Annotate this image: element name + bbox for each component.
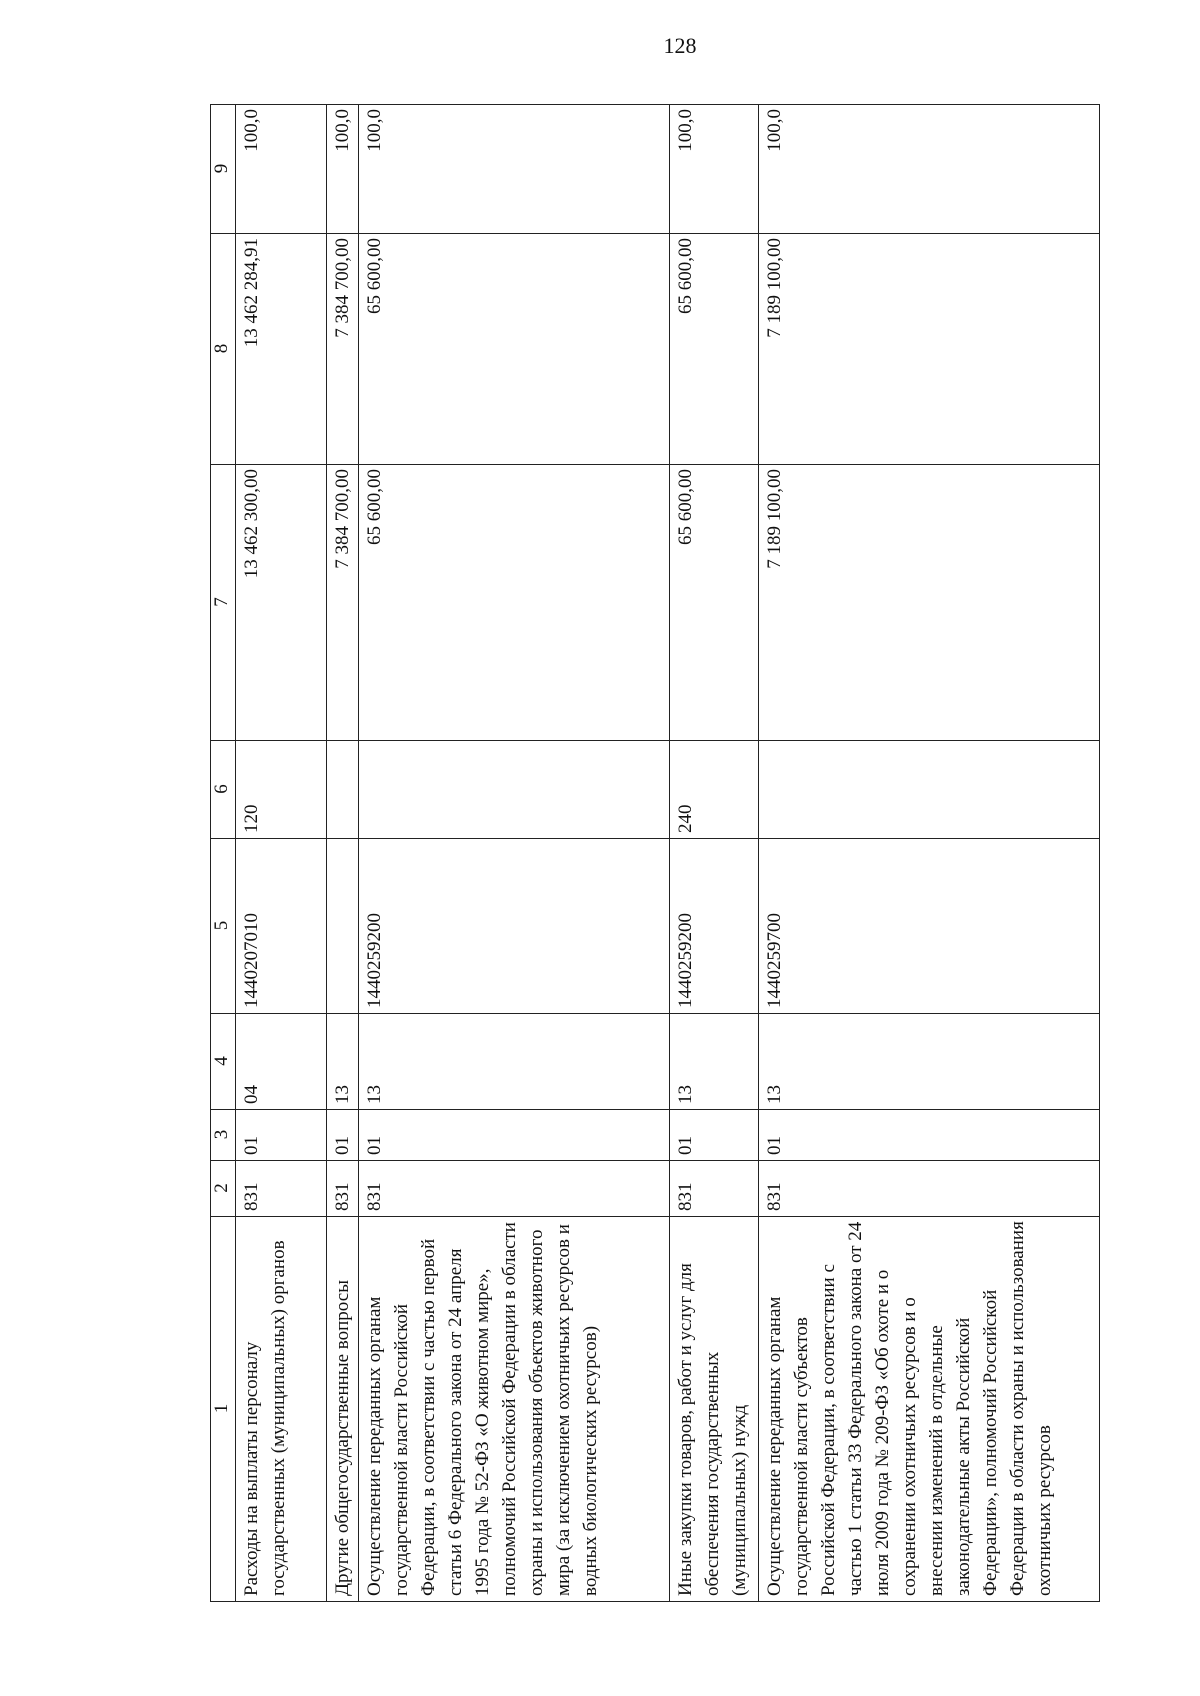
row-code-5: 1440259200 xyxy=(670,839,759,1014)
row-code-3: 01 xyxy=(236,1110,327,1161)
table-row xyxy=(670,105,759,1602)
row-code-6 xyxy=(759,741,1100,839)
row-value-8: 65 600,00 xyxy=(670,234,759,465)
col-header-4: 4 xyxy=(211,1014,236,1110)
row-value-8: 7 384 700,00 xyxy=(327,234,359,465)
row-code-2: 831 xyxy=(359,1161,670,1217)
row-code-3: 01 xyxy=(670,1110,759,1161)
col-header-5: 5 xyxy=(211,839,236,1014)
row-code-4: 13 xyxy=(670,1014,759,1110)
table-row xyxy=(759,105,1100,1602)
row-value-9: 100,0 xyxy=(327,105,359,234)
row-code-6: 240 xyxy=(670,741,759,839)
row-code-5: 1440259700 xyxy=(759,839,1100,1014)
row-name: Осуществление переданных органам государственной власти Российской Федерации, в соответствии с частью первой статьи 6 Федерального закона от 24 апреля 1995 года № 52-ФЗ «О животном мире», полномочий Российской Федерации в области охраны и использования объектов животного мира (за исключением охотничьих ресурсов и водных биологических ресурсов) xyxy=(359,1217,670,1602)
row-code-2: 831 xyxy=(327,1161,359,1217)
row-name: Осуществление переданных органам государственной власти субъектов Российской Федерации, в соответствии с частью 1 статьи 33 Федерального закона от 24 июля 2009 года № 209-ФЗ «Об охоте и о сохранении охотничьих ресурсов и о внесении изменений в отдельные законодательные акты Российской Федерации», полномочий Российской Федерации в области охраны и использования охотничьих ресурсов xyxy=(759,1217,1100,1602)
col-header-9: 9 xyxy=(211,105,236,234)
row-code-3: 01 xyxy=(359,1110,670,1161)
row-value-7: 7 384 700,00 xyxy=(327,465,359,741)
row-code-2: 831 xyxy=(670,1161,759,1217)
row-code-4: 13 xyxy=(327,1014,359,1110)
budget-table xyxy=(210,104,1100,1602)
row-code-6 xyxy=(327,741,359,839)
row-name: Расходы на выплаты персоналу государственных (муниципальных) органов xyxy=(236,1217,327,1602)
row-code-5: 1440259200 xyxy=(359,839,670,1014)
row-value-7: 7 189 100,00 xyxy=(759,465,1100,741)
col-header-7: 7 xyxy=(211,465,236,741)
row-code-4: 13 xyxy=(759,1014,1100,1110)
row-value-9: 100,0 xyxy=(359,105,670,234)
row-value-7: 13 462 300,00 xyxy=(236,465,327,741)
table-row xyxy=(236,105,327,1602)
col-header-2: 2 xyxy=(211,1161,236,1217)
row-value-9: 100,0 xyxy=(670,105,759,234)
col-header-3: 3 xyxy=(211,1110,236,1161)
row-value-8: 65 600,00 xyxy=(359,234,670,465)
row-code-2: 831 xyxy=(236,1161,327,1217)
header-row xyxy=(211,105,236,1602)
table-row xyxy=(327,105,359,1602)
row-code-4: 13 xyxy=(359,1014,670,1110)
row-value-7: 65 600,00 xyxy=(359,465,670,741)
row-value-8: 13 462 284,91 xyxy=(236,234,327,465)
row-code-5: 1440207010 xyxy=(236,839,327,1014)
row-code-3: 01 xyxy=(759,1110,1100,1161)
row-code-5 xyxy=(327,839,359,1014)
row-value-9: 100,0 xyxy=(236,105,327,234)
table-row xyxy=(359,105,670,1602)
col-header-6: 6 xyxy=(211,741,236,839)
row-name: Иные закупки товаров, работ и услуг для обеспечения государственных (муниципальных) нужд xyxy=(670,1217,759,1602)
row-name: Другие общегосударственные вопросы xyxy=(327,1217,359,1602)
row-code-4: 04 xyxy=(236,1014,327,1110)
row-value-7: 65 600,00 xyxy=(670,465,759,741)
rotated-table-container xyxy=(210,105,1100,1602)
row-code-6 xyxy=(359,741,670,839)
row-value-8: 7 189 100,00 xyxy=(759,234,1100,465)
row-code-2: 831 xyxy=(759,1161,1100,1217)
col-header-1: 1 xyxy=(211,1217,236,1602)
row-code-6: 120 xyxy=(236,741,327,839)
row-code-3: 01 xyxy=(327,1110,359,1161)
col-header-8: 8 xyxy=(211,234,236,465)
page-number: 128 xyxy=(663,33,697,58)
row-value-9: 100,0 xyxy=(759,105,1100,234)
